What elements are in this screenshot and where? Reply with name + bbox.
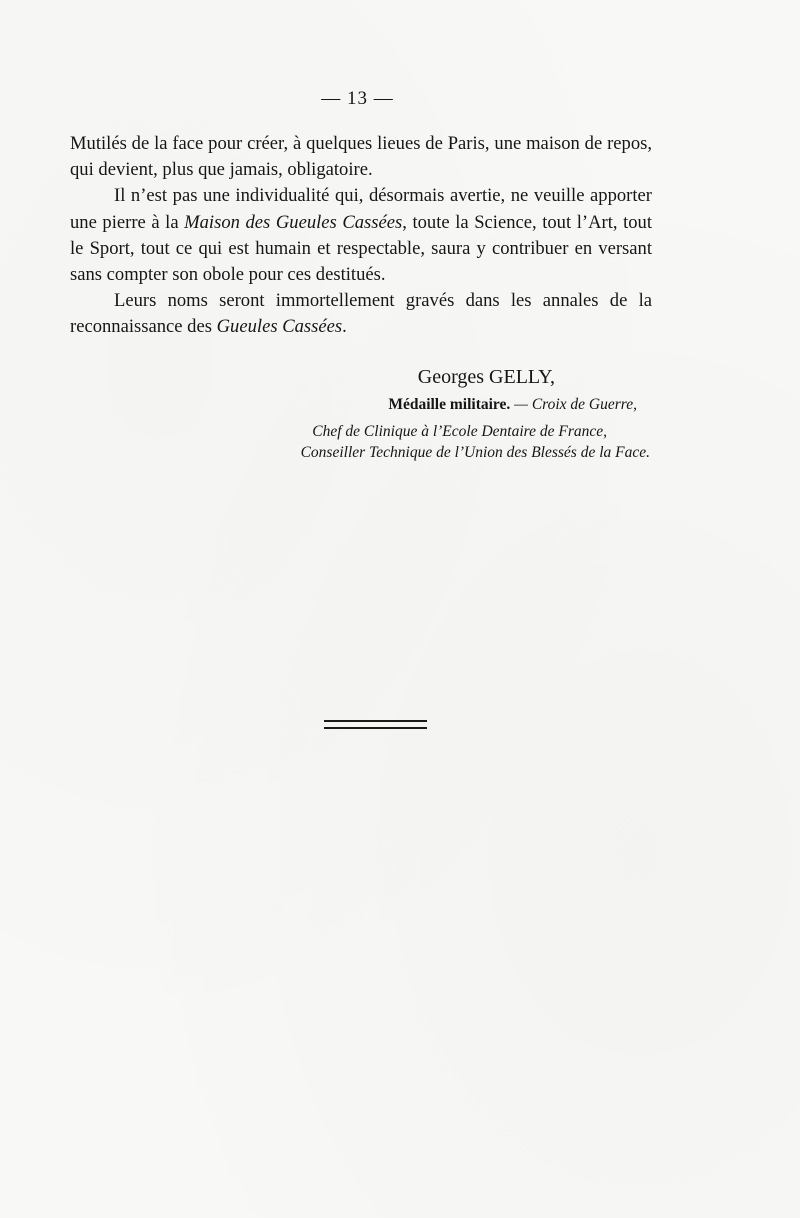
paragraph-3	[70, 288, 652, 340]
signature-title-1: Chef de Clinique à l’Ecole Dentaire de France,	[312, 423, 607, 440]
body-text	[70, 131, 652, 341]
signature-title-2: Conseiller Technique de l’Union des Blessés de la Face.	[300, 444, 650, 461]
signature-cross: — Croix de Guerre,	[510, 396, 637, 413]
paragraph-2-italic: Maison des Gueules Cassées	[184, 211, 403, 233]
signature-decorations	[388, 396, 637, 414]
paragraph-2-text-b: , toute la Science, tout l’Art, tout le Sport, tout ce qui est humain et respectable, saura y contribuer en versant sans compter son obole pour ces destitués.	[70, 211, 652, 286]
paragraph-1: Mutilés de la face pour créer, à quelques lieues de Paris, une maison de repos, qui devient, plus que jamais, obligatoire.	[70, 133, 652, 181]
paragraph-3-italic: Gueules Cassées	[216, 316, 343, 338]
paragraph-3-text-b: .	[342, 316, 347, 338]
page-number: — 13 —	[321, 88, 394, 109]
paragraph-2	[70, 183, 652, 288]
signature-medal: Médaille militaire.	[388, 396, 511, 413]
paragraph-3-text-a: Leurs noms seront immortellement gravés dans les annales de la reconnaissance des	[70, 290, 652, 338]
signature-name: Georges GELLY,	[417, 366, 555, 388]
paragraph-2-text-a: Il n’est pas une individualité qui, désormais avertie, ne veuille apporter une pierre à la	[70, 185, 652, 233]
section-divider-bottom	[324, 727, 427, 729]
section-divider-top	[324, 720, 427, 722]
